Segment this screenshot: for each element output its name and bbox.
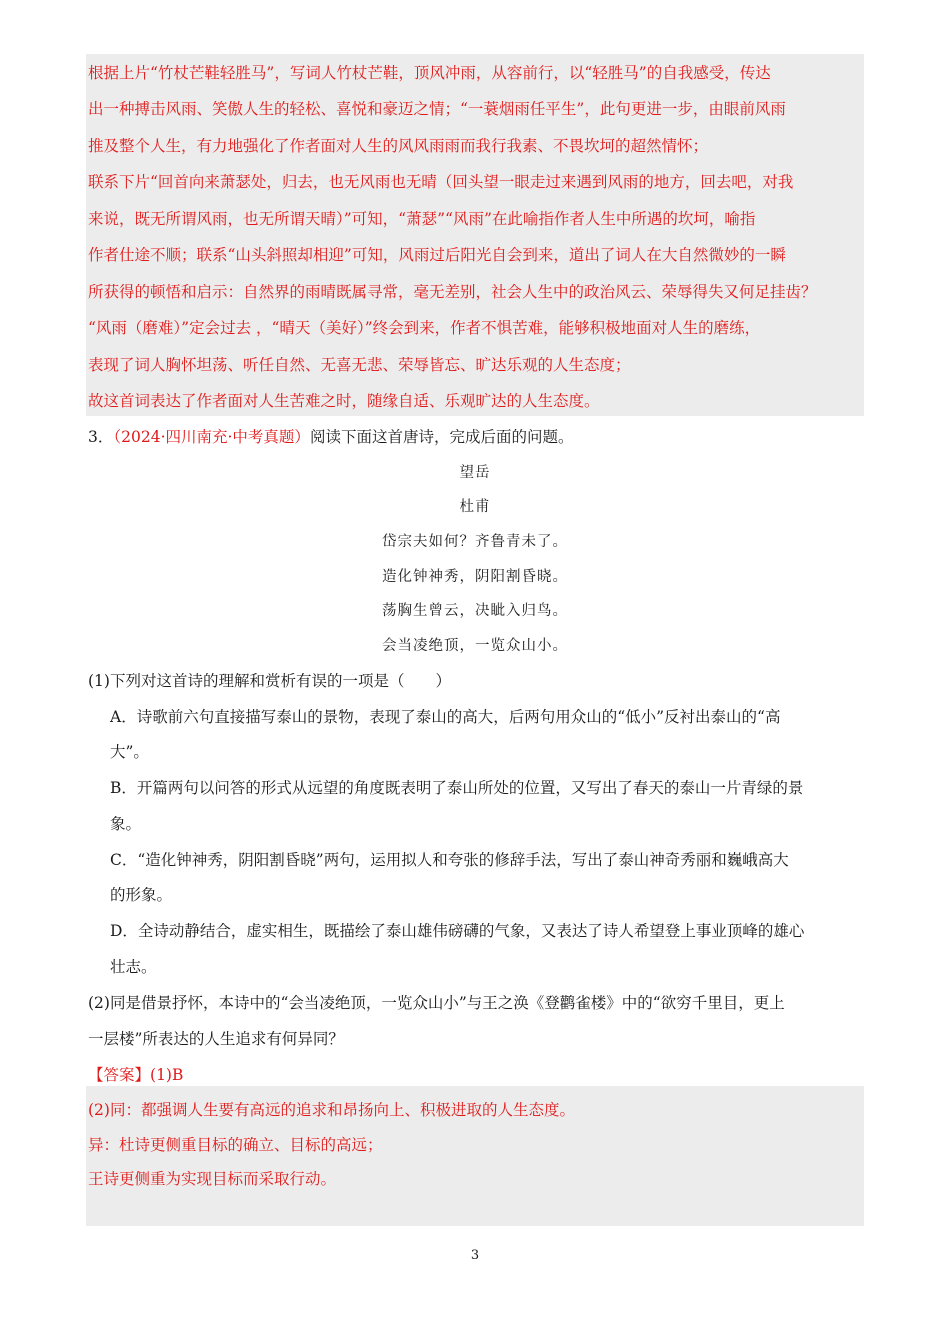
answer-line: 所获得的顿悟和启示：自然界的雨晴既属寻常，毫无差别，社会人生中的政治风云、荣辱得失又何足挂齿？ <box>88 283 817 301</box>
question-prompt: 阅读下面这首唐诗，完成后面的问题。 <box>309 428 574 446</box>
option-b-cont: 象。 <box>110 815 142 833</box>
poem-line: 会当凌绝顶，一览众山小。 <box>382 638 568 654</box>
option-b: B．开篇两句以问答的形式从远望的角度既表明了泰山所处的位置，又写出了春天的泰山一片青绿的景 <box>110 779 804 797</box>
option-c-cont: 的形象。 <box>110 886 173 904</box>
question-3-header <box>88 426 573 448</box>
answer-1: (1)B <box>150 1066 184 1084</box>
answer-line: 作者仕途不顺；联系“山头斜照却相迎”可知，风雨过后阳光自会到来，道出了词人在大自然微妙的一瞬 <box>88 246 786 264</box>
option-a: A．诗歌前六句直接描写泰山的景物，表现了泰山的高大，后两句用众山的“低小”反衬出泰山的“高 <box>110 708 781 726</box>
answer-heading <box>88 1064 183 1086</box>
poem-line: 岱宗夫如何？齐鲁青未了。 <box>382 534 568 550</box>
answer-line: 出一种搏击风雨、笑傲人生的轻松、喜悦和豪迈之情；“一蓑烟雨任平生”，此句更进一步，由眼前风雨 <box>88 100 786 118</box>
answer-line: 推及整个人生，有力地强化了作者面对人生的风风雨雨而我行我素、不畏坎坷的超然情怀； <box>88 137 709 155</box>
answer-label: 【答案】 <box>88 1066 151 1084</box>
answer-line: 故这首词表达了作者面对人生苦难之时，随缘自适、乐观旷达的人生态度。 <box>88 392 600 410</box>
answer-line: 王诗更侧重为实现目标而采取行动。 <box>88 1170 337 1188</box>
answer-line: 表现了词人胸怀坦荡、听任自然、无喜无悲、荣辱皆忘、旷达乐观的人生态度； <box>88 356 631 374</box>
option-d: D．全诗动静结合，虚实相生，既描绘了泰山雄伟磅礴的气象，又表达了诗人希望登上事业顶峰的雄心 <box>110 922 805 940</box>
answer-line: (2)同：都强调人生要有高远的追求和昂扬向上、积极进取的人生态度。 <box>88 1101 575 1119</box>
option-d-cont: 壮志。 <box>110 958 157 976</box>
answer-line: 根据上片“竹杖芒鞋轻胜马”，写词人竹杖芒鞋，顶风冲雨，从容前行，以“轻胜马”的自我感受，传达 <box>88 64 771 82</box>
poem-title: 望岳 <box>459 465 491 481</box>
question-source: （2024·四川南充·中考真题） <box>113 428 310 446</box>
poem-line: 荡胸生曾云，决眦入归鸟。 <box>382 603 568 619</box>
option-a-cont: 大”。 <box>110 743 149 761</box>
subquestion-2-line: 一层楼”所表达的人生追求有何异同？ <box>88 1030 344 1048</box>
question-number: 3． <box>88 428 114 446</box>
answer-line: “风雨（磨难）”定会过去 ，“晴天（美好）”终会到来，作者不惧苦难，能够积极地面对人生的磨练， <box>88 319 761 337</box>
poem-line: 造化钟神秀，阴阳割昏晓。 <box>382 569 568 585</box>
subquestion-2-line: (2)同是借景抒怀，本诗中的“会当凌绝顶，一览众山小”与王之涣《登鹳雀楼》中的“欲穷千里目，更上 <box>88 994 785 1012</box>
answer-line: 来说，既无所谓风雨，也无所谓天晴）”可知，“萧瑟”“风雨”在此喻指作者人生中所遇的坎坷，喻指 <box>88 210 756 228</box>
answer-line: 联系下片“回首向来萧瑟处，归去，也无风雨也无晴（回头望一眼走过来遇到风雨的地方，回去吧，对我 <box>88 173 794 191</box>
option-c: C．“造化钟神秀，阴阳割昏晓”两句，运用拟人和夸张的修辞手法，写出了泰山神奇秀丽和巍峨高大 <box>110 851 789 869</box>
answer-line: 异：杜诗更侧重目标的确立、目标的高远； <box>88 1136 383 1154</box>
subquestion-1-stem: (1)下列对这首诗的理解和赏析有误的一项是（ ） <box>88 672 451 690</box>
page-number: 3 <box>470 1248 480 1263</box>
poem-author: 杜甫 <box>459 499 491 515</box>
